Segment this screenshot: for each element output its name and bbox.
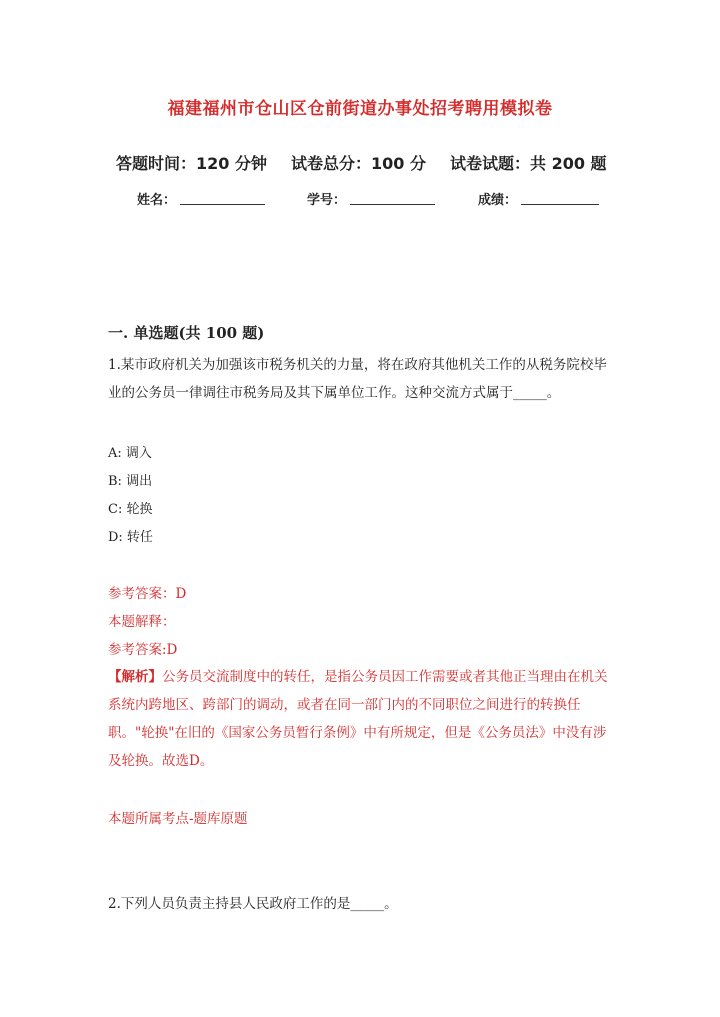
exam-total-questions: 试卷试题：共 200 题 — [450, 154, 607, 173]
question-2-text: 2.下列人员负责主持县人民政府工作的是_____。 — [108, 896, 398, 912]
score-blank[interactable] — [521, 204, 599, 205]
option-b: B: 调出 — [108, 474, 153, 489]
question-1-text: 1.某市政府机关为加强该市税务机关的力量，将在政府其他机关工作的从税务院校毕业的公务员一律调往市税务局及其下属单位工作。这种交流方式属于_____。 — [108, 357, 607, 401]
option-a: A: 调入 — [108, 446, 152, 461]
analysis-tag: 【解析】 — [108, 669, 162, 685]
exam-time: 答题时间：120 分钟 — [116, 154, 267, 173]
id-label: 学号： — [307, 193, 347, 208]
score-label: 成绩： — [478, 193, 518, 208]
answer-reference-2: 参考答案:D — [108, 642, 178, 658]
option-d: D: 转任 — [108, 530, 153, 545]
option-c: C: 轮换 — [108, 502, 153, 517]
analysis-text — [108, 663, 618, 775]
analysis-body: 公务员交流制度中的转任，是指公务员因工作需要或者其他正当理由在机关系统内跨地区、跨部门的调动，或者在同一部门内的不同职位之间进行的转换任职。"轮换"在旧的《国家公务员暂行条例》中有所规定，但是《公务员法》中没有涉及轮换。故选D。 — [108, 669, 608, 769]
id-blank[interactable] — [350, 204, 435, 205]
topic-label: 本题所属考点-题库原题 — [108, 811, 248, 827]
section-heading: 一. 单选题(共 100 题) — [108, 324, 265, 342]
exam-total-score: 试卷总分：100 分 — [291, 154, 426, 173]
name-label: 姓名： — [137, 193, 177, 208]
answer-reference: 参考答案：D — [108, 586, 187, 602]
exam-title: 福建福州市仓山区仓前街道办事处招考聘用模拟卷 — [167, 99, 553, 119]
explanation-label: 本题解释： — [108, 614, 176, 630]
name-blank[interactable] — [180, 204, 265, 205]
